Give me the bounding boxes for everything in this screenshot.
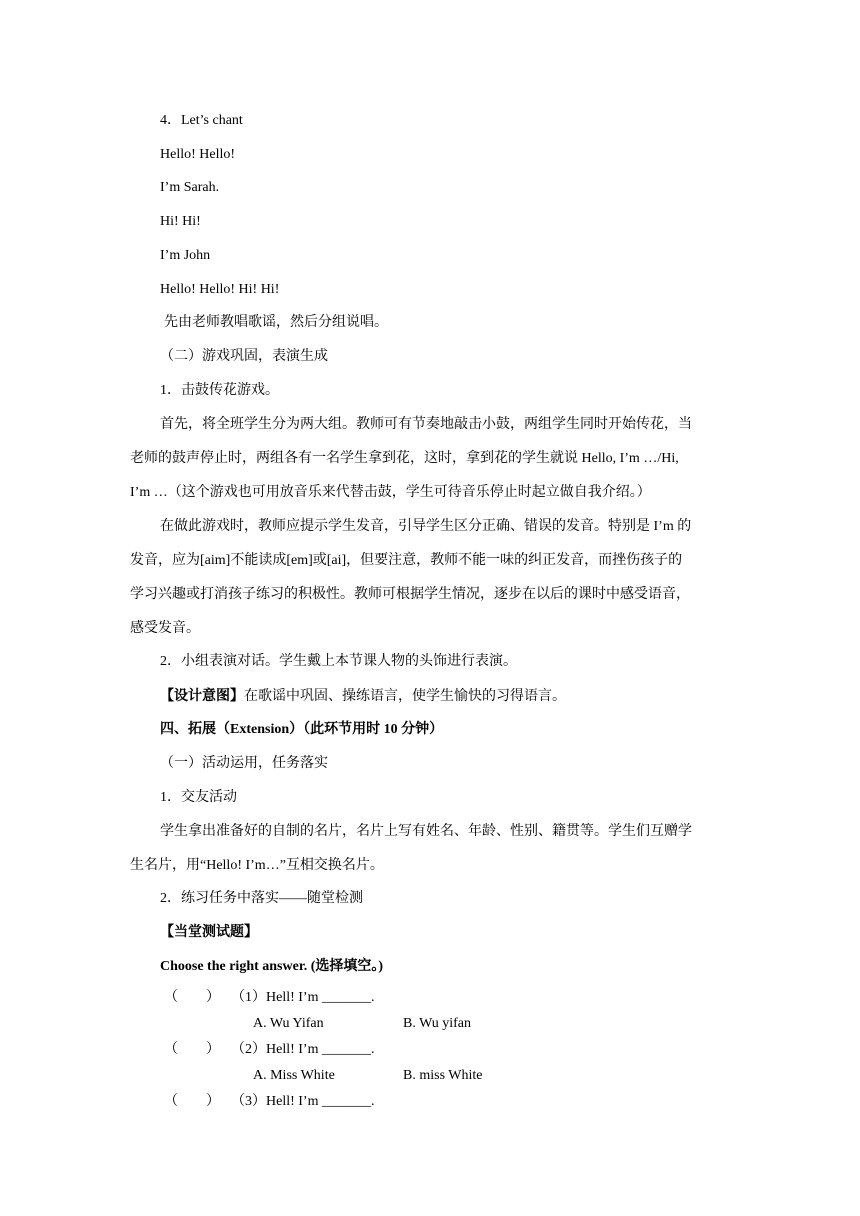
design-intent-text: 在歌谣中巩固、操练语言，使学生愉快的习得语言。 [244, 688, 566, 704]
question-bracket: （ ） [164, 990, 220, 1005]
section-title: （一）活动运用，任务落实 [160, 756, 328, 771]
section-title: （二）游戏巩固，表演生成 [160, 349, 328, 364]
chant-heading: 4．Let’s chant [160, 113, 243, 128]
question-bracket: （ ） [164, 1042, 220, 1057]
quiz-instruction: Choose the right answer. (选择填空。) [160, 959, 384, 974]
design-intent-label: 【设计意图】 [160, 689, 244, 704]
list-item: 1．交友活动 [160, 790, 237, 805]
option-a: A. Miss White [253, 1068, 335, 1083]
list-item: 2．小组表演对话。学生戴上本节课人物的头饰进行表演。 [160, 654, 517, 669]
paragraph-line: 生名片，用“Hello! I’m…”互相交换名片。 [130, 858, 384, 873]
paragraph-line: 在做此游戏时，教师应提示学生发音，引导学生区分正确、错误的发音。特别是 I’m 的 [160, 519, 692, 534]
chant-instruction: 先由老师教唱歌谣，然后分组说唱。 [164, 315, 388, 330]
list-item: 1．击鼓传花游戏。 [160, 383, 279, 398]
paragraph-line: 感受发音。 [130, 621, 200, 636]
paragraph-line: 首先，将全班学生分为两大组。教师可有节奏地敲击小鼓，两组学生同时开始传花，当 [160, 417, 692, 432]
question-stem: （1）Hell! I’m _______. [231, 990, 375, 1005]
option-a: A. Wu Yifan [253, 1016, 324, 1031]
question-stem: （2）Hell! I’m _______. [231, 1042, 375, 1057]
paragraph-line: 学习兴趣或打消孩子练习的积极性。教师可根据学生情况，逐步在以后的课时中感受语音， [130, 587, 690, 602]
paragraph-line: I’m …（这个游戏也可用放音乐来代替击鼓，学生可待音乐停止时起立做自我介绍。） [130, 485, 651, 500]
section-heading: 四、拓展（Extension）（此环节用时 10 分钟） [160, 722, 444, 737]
paragraph-line: 发音，应为[aim]不能读成[em]或[ai]，但要注意，教师不能一味的纠正发音，而挫伤孩子的 [130, 553, 683, 568]
chant-line: I’m Sarah. [160, 180, 220, 195]
question-stem: （3）Hell! I’m _______. [231, 1094, 375, 1109]
chant-line: I’m John [160, 248, 211, 263]
chant-line: Hi! Hi! [160, 214, 201, 229]
list-item: 2．练习任务中落实——随堂检测 [160, 891, 363, 906]
design-intent [160, 686, 566, 707]
paragraph-line: 学生拿出准备好的自制的名片，名片上写有姓名、年龄、性别、籍贯等。学生们互赠学 [160, 824, 692, 839]
question-bracket: （ ） [164, 1094, 220, 1109]
option-b: B. miss White [403, 1068, 483, 1083]
chant-line: Hello! Hello! Hi! Hi! [160, 282, 280, 297]
paragraph-line: 老师的鼓声停止时，两组各有一名学生拿到花，这时，拿到花的学生就说 Hello, I’m …/Hi, [130, 451, 679, 466]
chant-line: Hello! Hello! [160, 147, 236, 162]
option-b: B. Wu yifan [403, 1016, 472, 1031]
quiz-title: 【当堂测试题】 [160, 925, 258, 940]
